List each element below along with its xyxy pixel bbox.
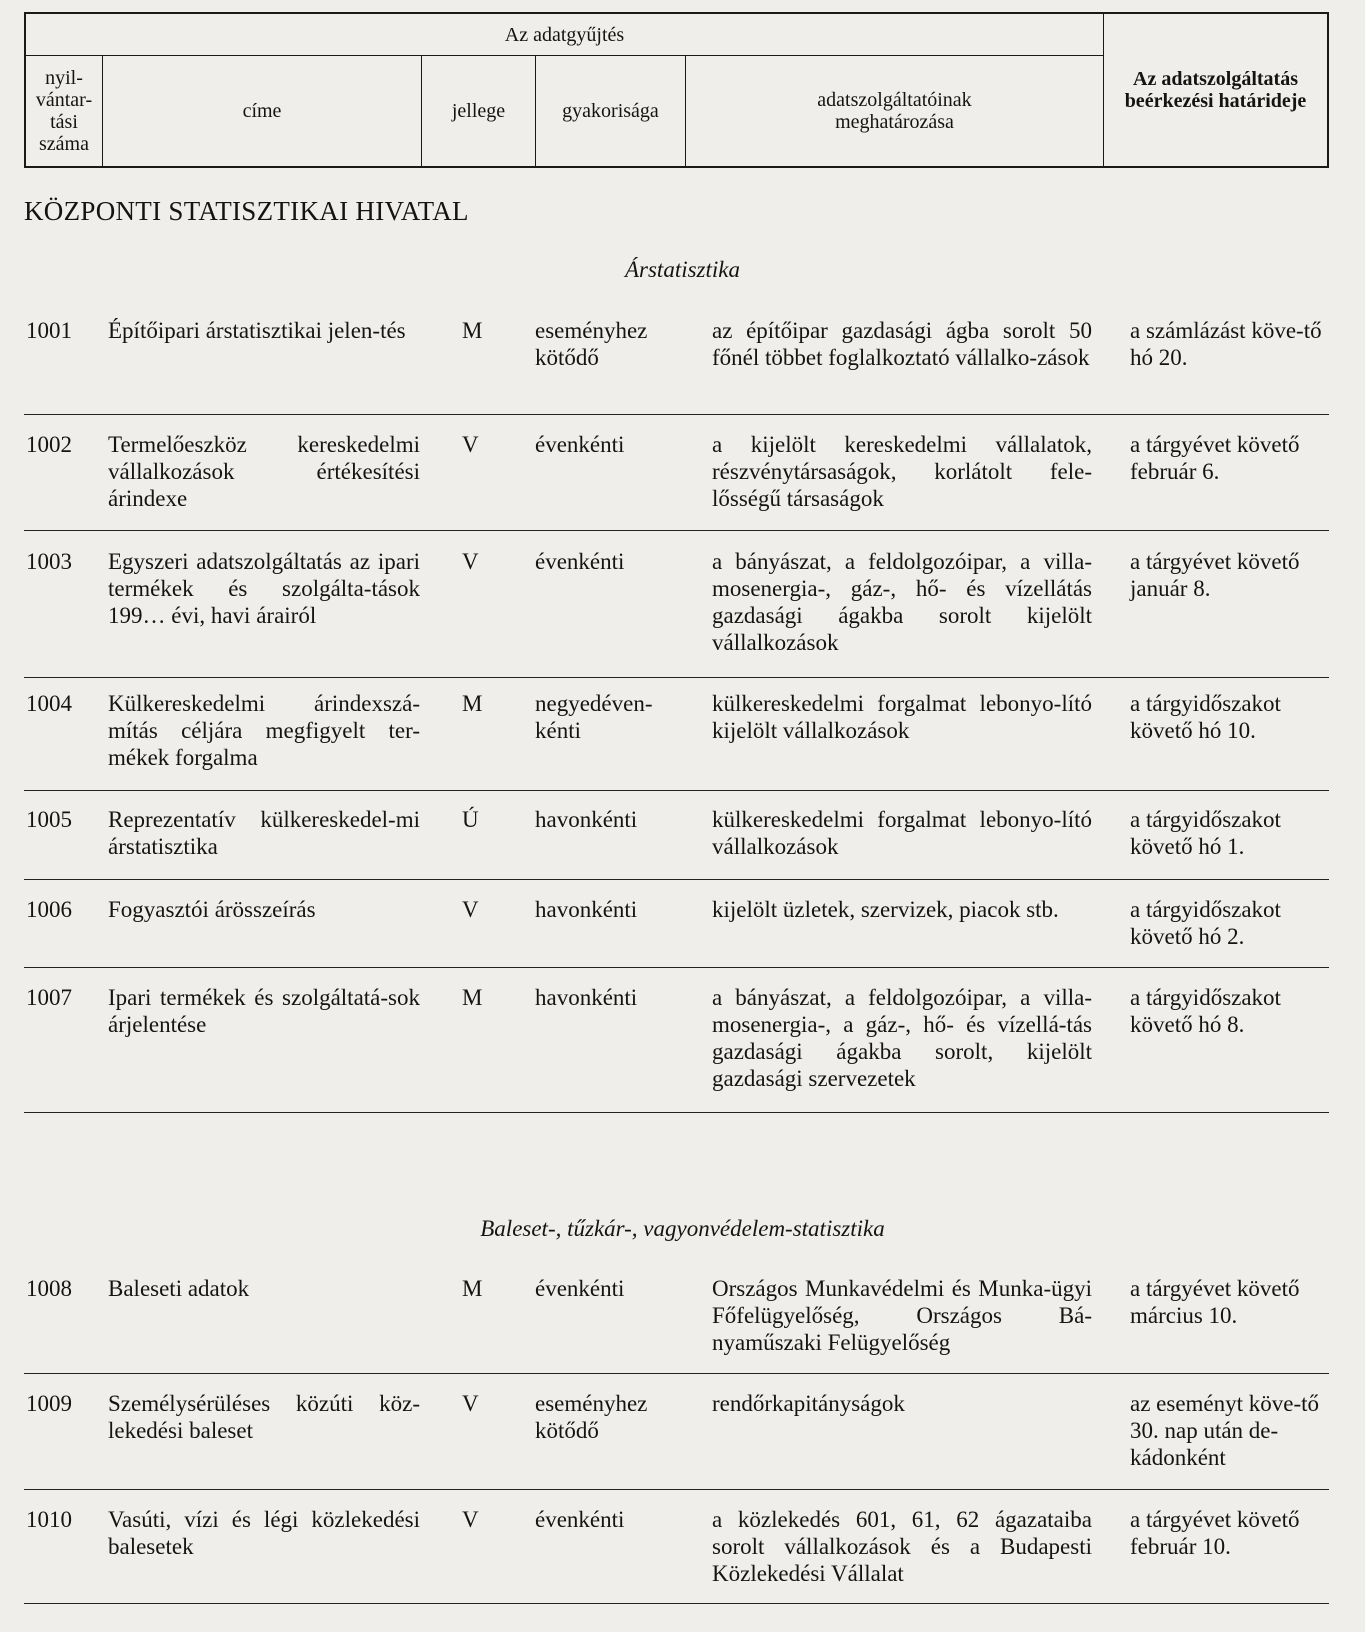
row-number: 1008 <box>26 1276 72 1301</box>
row-deadline: a tárgyévet követő február 6. <box>1130 432 1300 484</box>
row-providers: a kijelölt kereskedelmi vállalatok, részvénytársaságok, korlátolt fele-lősségű társaságok <box>712 432 1092 511</box>
row-deadline: a tárgyidőszakot követő hó 1. <box>1130 807 1281 859</box>
row-frequency: havonkénti <box>535 897 638 922</box>
row-divider <box>24 879 1329 880</box>
row-type: M <box>462 318 483 343</box>
row-providers: külkereskedelmi forgalmat lebonyo-lító vállalkozások <box>712 807 1092 859</box>
row-title: Reprezentatív külkereskedel-mi árstatisztika <box>108 807 420 859</box>
table-header <box>24 12 1329 168</box>
row-number: 1001 <box>26 318 72 343</box>
row-frequency: havonkénti <box>535 985 638 1010</box>
row-number: 1009 <box>26 1391 72 1416</box>
row-providers: rendőrkapitányságok <box>712 1391 905 1416</box>
row-divider <box>24 414 1329 415</box>
row-frequency: havonkénti <box>535 807 638 832</box>
col-header-deadline: Az adatszolgáltatás beérkezési határideje <box>1124 68 1307 112</box>
row-deadline: a tárgyévet követő március 10. <box>1130 1276 1300 1328</box>
row-title: Személysérüléses közúti köz-lekedési baleset <box>108 1391 420 1443</box>
row-type: M <box>462 691 483 716</box>
row-providers: a közlekedés 601, 61, 62 ágazataiba sorolt vállalkozások és a Budapesti Közlekedési Vállalat <box>712 1507 1092 1586</box>
row-divider <box>24 1603 1329 1604</box>
row-number: 1006 <box>26 897 72 922</box>
row-number: 1005 <box>26 807 72 832</box>
row-deadline: a tárgyidőszakot követő hó 8. <box>1130 985 1281 1037</box>
row-type: V <box>462 1391 479 1416</box>
row-number: 1002 <box>26 432 72 457</box>
row-divider <box>24 1489 1329 1490</box>
row-providers: az építőipar gazdasági ágba sorolt 50 főnél többet foglalkoztató vállalko-zások <box>712 318 1092 370</box>
row-divider <box>24 790 1329 791</box>
row-providers: Országos Munkavédelmi és Munka-ügyi Főfelügyelőség, Országos Bá-nyaműszaki Felügyelőség <box>712 1276 1092 1355</box>
row-frequency: évenkénti <box>535 1507 625 1532</box>
group-subtitle: Baleset-, tűzkár-, vagyonvédelem-statisztika <box>480 1216 885 1241</box>
row-providers: kijelölt üzletek, szervizek, piacok stb. <box>712 897 1059 922</box>
row-number: 1004 <box>26 691 72 716</box>
row-divider <box>24 1112 1329 1113</box>
row-title: Építőipari árstatisztikai jelen-tés <box>108 318 406 343</box>
row-frequency: évenkénti <box>535 432 625 457</box>
row-title: Vasúti, vízi és légi közlekedési balesetek <box>108 1507 420 1559</box>
row-divider <box>24 530 1329 531</box>
row-type: V <box>462 432 479 457</box>
row-title: Ipari termékek és szolgáltatá-sok árjelentése <box>108 985 420 1037</box>
row-title: Fogyasztói árösszeírás <box>108 897 316 922</box>
col-header-type: jellege <box>451 100 506 122</box>
row-divider <box>24 1373 1329 1374</box>
row-type: M <box>462 1276 483 1301</box>
group-header-label: Az adatgyűjtés <box>504 23 625 46</box>
row-type: V <box>462 1507 479 1532</box>
row-deadline: a tárgyévet követő február 10. <box>1130 1507 1300 1559</box>
row-type: M <box>462 985 483 1010</box>
col-header-providers: adatszolgáltatóinak meghatározása <box>817 89 972 133</box>
row-title: Egyszeri adatszolgáltatás az ipari termékek és szolgálta-tások 199… évi, havi árairól <box>108 549 420 628</box>
row-type: Ú <box>462 807 479 832</box>
row-number: 1010 <box>26 1507 72 1532</box>
row-title: Termelőeszköz kereskedelmi vállalkozások értékesítési árindexe <box>108 432 420 511</box>
row-deadline: az eseményt köve-tő 30. nap után de-kádonként <box>1130 1391 1320 1470</box>
row-number: 1003 <box>26 549 72 574</box>
row-deadline: a számlázást köve-tő hó 20. <box>1130 318 1322 370</box>
row-providers: a bányászat, a feldolgozóipar, a villa-mosenergia-, gáz-, hő- és vízellátás gazdasági ágakba sorolt kijelölt vállalkozások <box>712 549 1092 655</box>
row-deadline: a tárgyévet követő január 8. <box>1130 549 1300 601</box>
col-header-frequency: gyakorisága <box>562 100 659 122</box>
row-frequency: évenkénti <box>535 549 625 574</box>
row-number: 1007 <box>26 985 72 1010</box>
row-deadline: a tárgyidőszakot követő hó 2. <box>1130 897 1281 949</box>
group-subtitle: Árstatisztika <box>624 257 740 282</box>
row-frequency: évenkénti <box>535 1276 625 1301</box>
row-deadline: a tárgyidőszakot követő hó 10. <box>1130 691 1281 743</box>
row-type: V <box>462 549 479 574</box>
col-header-title: címe <box>242 100 282 122</box>
row-providers: a bányászat, a feldolgozóipar, a villa-mosenergia-, a gáz-, hő- és vízellá-tás gazdasági ágakba sorolt, kijelölt gazdasági szervezetek <box>712 985 1092 1091</box>
row-divider <box>24 677 1329 678</box>
col-header-number: nyil-vántar-tási száma <box>35 67 93 155</box>
row-frequency: eseményhez kötődő <box>535 1391 648 1443</box>
row-frequency: negyedéven-kénti <box>535 691 653 743</box>
row-providers: külkereskedelmi forgalmat lebonyo-lító kijelölt vállalkozások <box>712 691 1092 743</box>
row-title: Baleseti adatok <box>108 1276 250 1301</box>
row-type: V <box>462 897 479 922</box>
row-frequency: eseményhez kötődő <box>535 318 648 370</box>
row-divider <box>24 967 1329 968</box>
row-title: Külkereskedelmi árindexszá-mítás céljára megfigyelt ter-mékek forgalma <box>108 691 420 770</box>
section-title: KÖZPONTI STATISZTIKAI HIVATAL <box>24 196 469 226</box>
